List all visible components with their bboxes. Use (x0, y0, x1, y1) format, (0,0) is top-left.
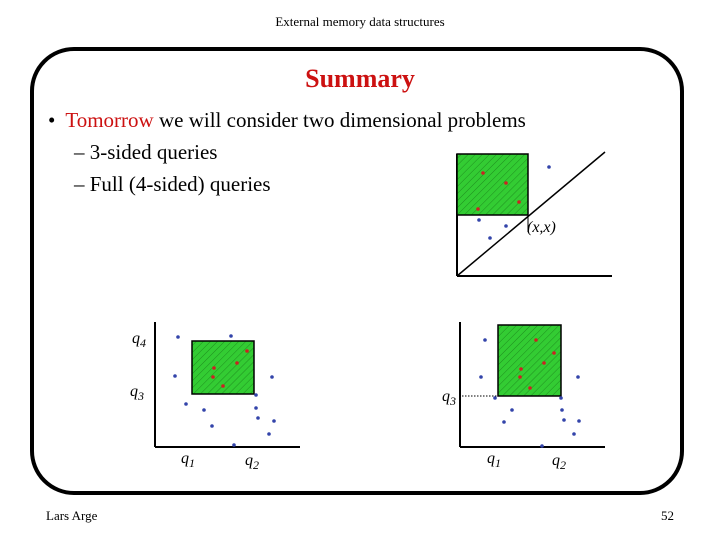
query-region (498, 325, 561, 396)
three-sided-query-diagram (460, 322, 605, 448)
label-q3-right: $q_3$ (442, 388, 456, 408)
bullet-marker: • (48, 108, 56, 132)
diagonal-query-diagram (457, 152, 612, 276)
label-q1-right: $q_1$ (487, 450, 501, 470)
bullet-text: we will consider two dimensional problems (153, 108, 526, 132)
query-region (457, 154, 528, 215)
label-q3-left: $q_3$ (130, 383, 144, 403)
slide-header: External memory data structures (275, 14, 445, 29)
label-q2-left: $q_2$ (245, 452, 259, 472)
bullet-highlight: Tomorrow (65, 108, 154, 132)
page-number: 52 (661, 508, 674, 523)
label-q1-left: $q_1$ (181, 450, 195, 470)
label-xx: (x,x) (527, 219, 556, 236)
subitem-4-sided: – Full (4-sided) queries (74, 172, 271, 196)
footer-author: Lars Arge (46, 508, 98, 523)
label-q2-right: $q_2$ (552, 452, 566, 472)
slide-title: Summary (305, 64, 415, 93)
label-q4: $q_4$ (132, 330, 146, 350)
four-sided-query-diagram (155, 322, 300, 447)
subitem-3-sided: – 3-sided queries (74, 140, 218, 164)
